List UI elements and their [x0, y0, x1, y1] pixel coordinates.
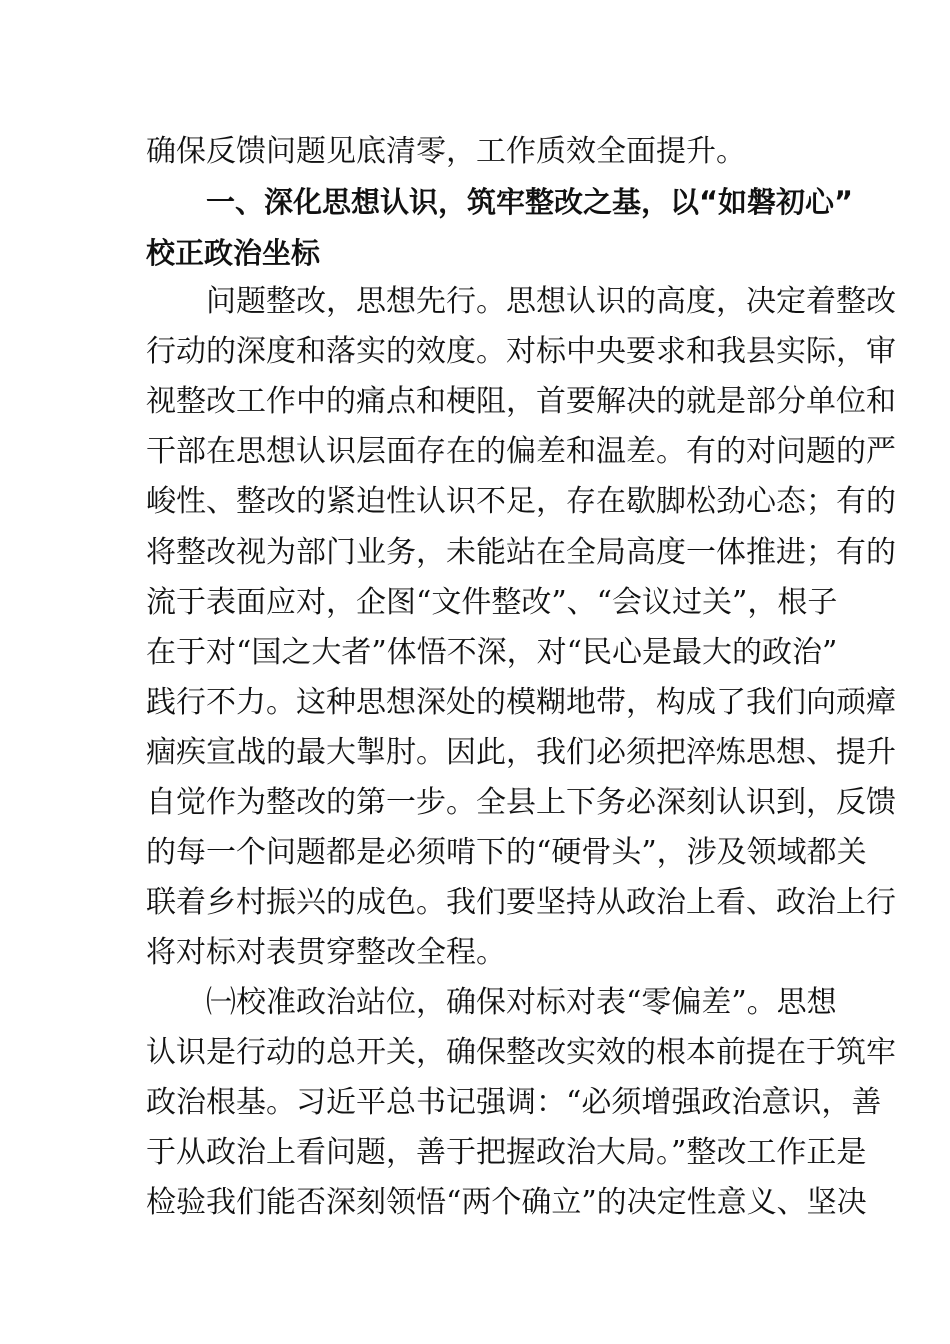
paragraph1-line: 峻性、整改的紧迫性认识不足，存在歇脚松劲心态；有的: [146, 484, 896, 519]
paragraph2-line: 于从政治上看问题，善于把握政治大局。”整改工作正是: [146, 1135, 867, 1170]
paragraph1-line: 痼疾宣战的最大掣肘。因此，我们必须把淬炼思想、提升: [146, 735, 896, 770]
paragraph1-line: 将对标对表贯穿整改全程。: [146, 935, 506, 970]
paragraph2-line: 检验我们能否深刻领悟“两个确立”的决定性意义、坚决: [146, 1185, 867, 1220]
paragraph2-line: 政治根基。习近平总书记强调：“必须增强政治意识，善: [146, 1085, 882, 1120]
paragraph1-line: 联着乡村振兴的成色。我们要坚持从政治上看、政治上行: [146, 885, 896, 920]
paragraph1-line: 将整改视为部门业务，未能站在全局高度一体推进；有的: [146, 535, 896, 570]
paragraph1-line: 干部在思想认识层面存在的偏差和温差。有的对问题的严: [146, 434, 896, 469]
section-heading-line-1: 一、深化思想认识，筑牢整改之基，以“如磐初心”: [206, 185, 854, 219]
paragraph1-line: 问题整改，思想先行。思想认识的高度，决定着整改: [206, 284, 896, 319]
paragraph1-line: 视整改工作中的痛点和梗阻，首要解决的就是部分单位和: [146, 384, 896, 419]
paragraph1-line: 的每一个问题都是必须啃下的“硬骨头”，涉及领域都关: [146, 835, 867, 870]
opening-line: 确保反馈问题见底清零，工作质效全面提升。: [146, 134, 746, 169]
paragraph2-line: ㈠校准政治站位，确保对标对表“零偏差”。思想: [206, 985, 837, 1020]
section-heading-line-2: 校正政治坐标: [146, 236, 321, 270]
paragraph1-line: 在于对“国之大者”体悟不深，对“民心是最大的政治”: [146, 635, 838, 670]
paragraph2-line: 认识是行动的总开关，确保整改实效的根本前提在于筑牢: [146, 1035, 896, 1070]
paragraph1-line: 行动的深度和落实的效度。对标中央要求和我县实际，审: [146, 334, 896, 369]
paragraph1-line: 践行不力。这种思想深处的模糊地带，构成了我们向顽瘴: [146, 685, 896, 720]
paragraph1-line: 流于表面应对，企图“文件整改”、“会议过关”，根子: [146, 585, 838, 620]
paragraph1-line: 自觉作为整改的第一步。全县上下务必深刻认识到，反馈: [146, 785, 896, 820]
